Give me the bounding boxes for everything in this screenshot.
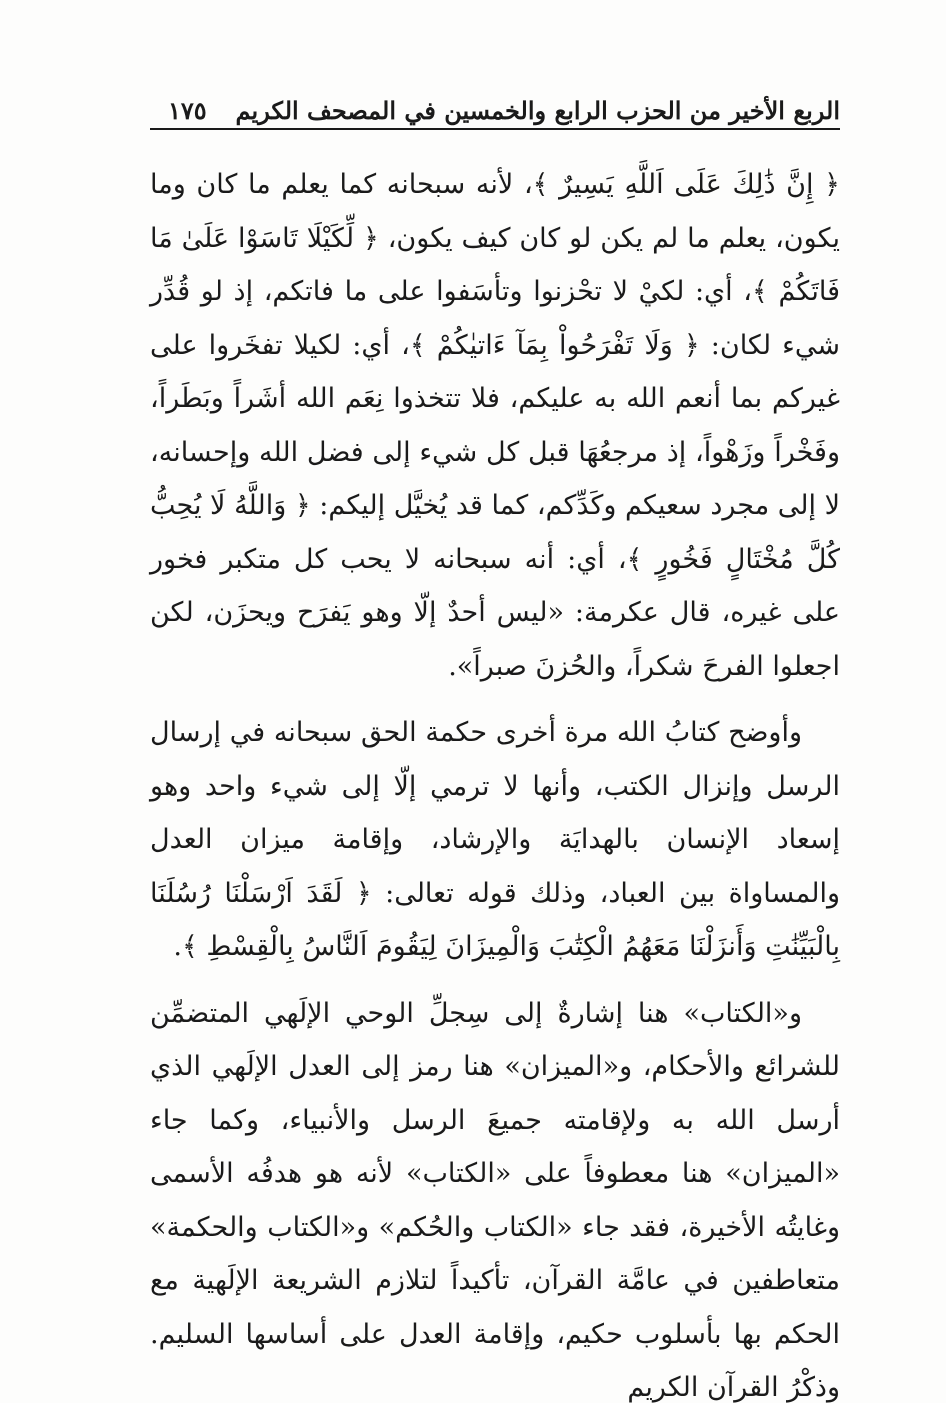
header-rule (150, 128, 840, 130)
paragraph-1: ﴿ إِنَّ ذَٰلِكَ عَلَى اَللَّهِ يَسِيرٌ ﴾، لأنه سبحانه كما يعلم ما كان وما يكون، يعلم ما لم يكن لو كان كيف يكون، ﴿ لِّكَيْلَا تَاسَوْا عَلَىٰ مَا فَاتَكُمْ ﴾، أي: لكيْ لا تحْزنوا وتأسَفوا على ما فاتكم، إذ لو قُدِّر شيء لكان: ﴿ وَلَا تَفْرَحُواْ بِمَآ ءَاتيٰكُمْ ﴾، أي: لكيلا تفخَروا على غيركم بما أنعم الله به عليكم، فلا تتخذوا نِعَم الله أشَراً وبَطَراً، وفَخْراً وزَهْواً، إذ مرجعُهَا قبل كل شيء إلى فضل الله وإحسانه، لا إلى مجرد سعيكم وكَدِّكم، كما قد يُخيَّل إليكم: ﴿ وَاللَّهُ لَا يُحِبُّ كُلَّ مُخْتَالٍ فَخُورٍ ﴾، أي: أنه سبحانه لا يحب كل متكبر فخور على غيره، قال عكرمة: «ليس أحدٌ إلّا وهو يَفرَح ويحزَن، لكن اجعلوا الفرحَ شكراً، والحُزنَ صبراً». (150, 169, 840, 682)
running-title: الربع الأخير من الحزب الرابع والخمسين في المصحف الكريم (235, 96, 840, 125)
body-text (150, 158, 840, 1415)
paragraph-3: و«الكتاب» هنا إشارةٌ إلى سِجلِّ الوحي الإلَهي المتضمِّن للشرائع والأحكام، و«الميزان» هنا رمز إلى العدل الإلَهي الذي أرسل الله به ولإقامته جميعَ الرسل والأنبياء، وكما جاء «الميزان» هنا معطوفاً على «الكتاب» لأنه هو هدفُه الأسمى وغايتُه الأخيرة، فقد جاء «الكتاب والحُكم» و«الكتاب والحكمة» متعاطفين في عامَّة القرآن، تأكيداً لتلازم الشريعة الإلَهية مع الحكم بها بأسلوب حكيم، وإقامة العدل على أساسها السليم. وذكْرُ القرآن الكريم (150, 997, 840, 1403)
running-header (150, 92, 840, 132)
paragraph-2: وأوضح كتابُ الله مرة أخرى حكمة الحق سبحانه في إرسال الرسل وإنزال الكتب، وأنها لا ترمي إلّا إلى شيء واحد وهو إسعاد الإنسان بالهدايَة والإرشاد، وإقامة ميزان العدل والمساواة بين العباد، وذلك قوله تعالى: ﴿ لَقَدَ اَرْسَلْنَا رُسُلَنَا بِالْبَيِّنَٰتِ وَأَنزَلْنَا مَعَهُمُ الْكِتَٰبَ وَالْمِيزَانَ لِيَقُومَ اَلنَّاسُ بِالْقِسْطِ ﴾. (150, 717, 840, 962)
page-number: ١٧٥ (168, 96, 207, 125)
